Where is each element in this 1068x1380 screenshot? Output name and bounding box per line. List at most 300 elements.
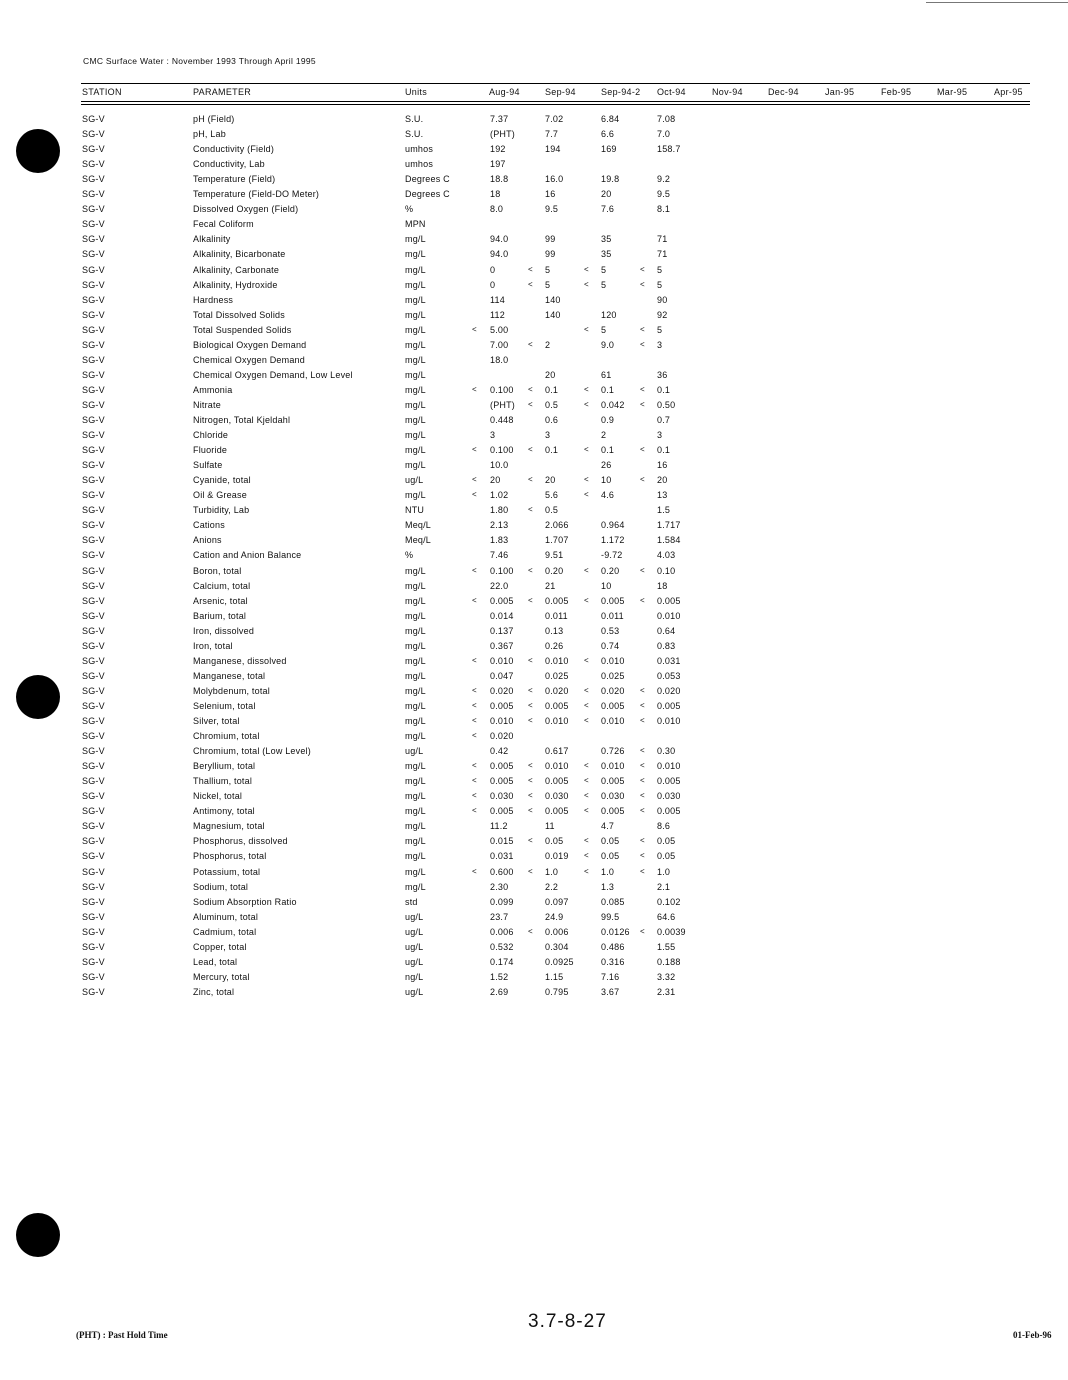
qualifier-sep-94: <	[528, 565, 533, 575]
value-oct-94: 1.717	[657, 520, 681, 531]
value-sep-94: 0.304	[545, 941, 569, 952]
value-oct-94: 0.1	[657, 384, 671, 395]
table-row	[0, 851, 1068, 866]
value-aug-94: 0.020	[490, 731, 514, 742]
value-sep-94-2: 35	[601, 249, 612, 260]
footnote: (PHT) : Past Hold Time	[76, 1330, 168, 1340]
station-cell: SG-V	[82, 986, 105, 997]
table-row	[0, 806, 1068, 821]
qualifier-oct-94: <	[640, 339, 645, 349]
table-row	[0, 942, 1068, 957]
value-aug-94: 0.005	[490, 761, 514, 772]
value-sep-94: 0.1	[545, 445, 559, 456]
value-aug-94: 0.100	[490, 445, 514, 456]
qualifier-sep-94-2: <	[584, 279, 589, 289]
table-row	[0, 430, 1068, 445]
value-sep-94: 0.6	[545, 415, 559, 425]
station-cell: SG-V	[82, 144, 105, 155]
units-cell: mg/L	[405, 565, 426, 576]
station-cell: SG-V	[82, 445, 105, 456]
station-cell: SG-V	[82, 114, 105, 124]
station-cell: SG-V	[82, 129, 105, 140]
units-cell: mg/L	[405, 595, 426, 606]
qualifier-aug-94: <	[472, 716, 477, 725]
header-aug-94: Aug-94	[489, 87, 520, 97]
table-row	[0, 144, 1068, 159]
parameter-cell: Alkalinity, Hydroxide	[193, 279, 278, 290]
parameter-cell: Sodium Absorption Ratio	[193, 896, 297, 907]
parameter-cell: Phosphorus, dissolved	[193, 836, 288, 847]
units-cell: mg/L	[405, 339, 426, 350]
value-oct-94: 20	[657, 475, 668, 486]
value-oct-94: 0.030	[657, 791, 681, 802]
value-sep-94: 0.006	[545, 926, 569, 937]
qualifier-sep-94: <	[528, 279, 533, 289]
value-sep-94-2: 0.020	[601, 685, 625, 696]
value-sep-94-2: 35	[601, 234, 612, 245]
qualifier-oct-94: <	[640, 791, 645, 801]
value-aug-94: 197	[490, 159, 506, 170]
value-aug-94: 192	[490, 144, 506, 155]
parameter-cell: Total Suspended Solids	[193, 324, 292, 335]
table-row	[0, 867, 1068, 882]
value-sep-94: 11	[545, 821, 555, 832]
qualifier-aug-94: <	[472, 761, 477, 771]
value-sep-94-2: 0.005	[601, 776, 625, 787]
value-sep-94: 0.030	[545, 791, 569, 802]
value-aug-94: 1.83	[490, 535, 509, 546]
qualifier-sep-94: <	[528, 791, 533, 801]
qualifier-sep-94: <	[528, 475, 533, 485]
station-cell: SG-V	[82, 369, 105, 380]
qualifier-sep-94: <	[528, 264, 533, 274]
value-aug-94: 0.448	[490, 415, 514, 425]
qualifier-sep-94-2: <	[584, 685, 589, 695]
value-oct-94: 8.1	[657, 204, 671, 215]
station-cell: SG-V	[82, 685, 105, 696]
parameter-cell: Ammonia	[193, 384, 233, 395]
value-sep-94: 99	[545, 249, 556, 260]
parameter-cell: Barium, total	[193, 610, 247, 621]
station-cell: SG-V	[82, 475, 105, 486]
units-cell: S.U.	[405, 114, 424, 124]
table-row	[0, 897, 1068, 912]
table-row	[0, 159, 1068, 174]
report-title: CMC Surface Water : November 1993 Through April 1995	[83, 56, 316, 66]
qualifier-sep-94-2: <	[584, 866, 589, 876]
table-row	[0, 927, 1068, 942]
station-cell: SG-V	[82, 550, 105, 561]
value-oct-94: 0.005	[657, 776, 681, 787]
header-sep-94: Sep-94	[545, 87, 576, 97]
parameter-cell: Magnesium, total	[193, 821, 265, 832]
qualifier-sep-94: <	[528, 926, 533, 936]
value-sep-94-2: 1.172	[601, 535, 625, 546]
value-sep-94-2: 0.005	[601, 700, 625, 711]
table-row	[0, 385, 1068, 400]
units-cell: mg/L	[405, 716, 426, 726]
qualifier-oct-94: <	[640, 565, 645, 575]
parameter-cell: Nickel, total	[193, 791, 243, 802]
value-oct-94: 2.31	[657, 986, 676, 997]
qualifier-sep-94: <	[528, 866, 533, 876]
parameter-cell: Chromium, total	[193, 731, 260, 742]
value-oct-94: 5	[657, 264, 663, 275]
value-oct-94: 9.5	[657, 189, 671, 200]
units-cell: ng/L	[405, 971, 424, 982]
table-row	[0, 355, 1068, 370]
value-aug-94: (PHT)	[490, 399, 515, 410]
table-row	[0, 370, 1068, 385]
value-aug-94: 0.600	[490, 866, 514, 877]
table-row	[0, 611, 1068, 626]
qualifier-aug-94: <	[472, 655, 477, 665]
units-cell: mg/L	[405, 249, 426, 260]
units-cell: Meq/L	[405, 520, 432, 531]
value-aug-94: 0.031	[490, 851, 514, 862]
parameter-cell: Chemical Oxygen Demand, Low Level	[193, 369, 353, 380]
parameter-cell: Aluminum, total	[193, 911, 259, 922]
units-cell: ug/L	[405, 986, 424, 997]
binder-hole-top	[16, 129, 60, 173]
qualifier-sep-94: <	[528, 384, 533, 394]
value-sep-94: 0.025	[545, 670, 569, 681]
value-sep-94: 0.010	[545, 761, 569, 772]
station-cell: SG-V	[82, 174, 105, 185]
station-cell: SG-V	[82, 219, 105, 230]
value-aug-94: 1.02	[490, 490, 509, 501]
parameter-cell: Temperature (Field-DO Meter)	[193, 189, 320, 200]
parameter-cell: Zinc, total	[193, 986, 235, 997]
value-aug-94: 0.010	[490, 716, 514, 726]
value-sep-94-2: 26	[601, 460, 612, 471]
table-row	[0, 234, 1068, 249]
value-sep-94-2: 61	[601, 369, 612, 380]
units-cell: mg/L	[405, 761, 426, 772]
value-sep-94: 20	[545, 369, 556, 380]
table-row	[0, 295, 1068, 310]
value-sep-94-2: 1.3	[601, 881, 615, 892]
parameter-cell: Chloride	[193, 430, 229, 441]
value-sep-94: 0.05	[545, 836, 564, 847]
value-oct-94: 71	[657, 234, 668, 245]
value-aug-94: 94.0	[490, 234, 509, 245]
value-oct-94: 0.0039	[657, 926, 686, 937]
qualifier-sep-94-2: <	[584, 806, 589, 816]
value-sep-94: 0.1	[545, 384, 559, 395]
binder-hole-middle	[16, 675, 60, 719]
station-cell: SG-V	[82, 776, 105, 787]
value-sep-94-2: 0.1	[601, 384, 615, 395]
value-sep-94: 20	[545, 475, 556, 486]
units-cell: std	[405, 896, 418, 907]
units-cell: mg/L	[405, 731, 426, 742]
qualifier-sep-94-2: <	[584, 836, 589, 846]
value-oct-94: 0.05	[657, 851, 676, 862]
table-header	[81, 83, 1030, 102]
qualifier-aug-94: <	[472, 806, 477, 816]
units-cell: mg/L	[405, 399, 426, 410]
value-aug-94: 1.52	[490, 971, 509, 982]
top-edge-rule	[926, 2, 1068, 3]
value-sep-94: 7.02	[545, 114, 564, 124]
qualifier-sep-94-2: <	[584, 851, 589, 861]
units-cell: mg/L	[405, 324, 426, 335]
station-cell: SG-V	[82, 189, 105, 200]
parameter-cell: Molybdenum, total	[193, 685, 270, 696]
value-sep-94-2: 7.6	[601, 204, 615, 215]
value-sep-94: 0.010	[545, 716, 569, 726]
parameter-cell: Calcium, total	[193, 580, 251, 591]
value-aug-94: 0.005	[490, 776, 514, 787]
parameter-cell: Cation and Anion Balance	[193, 550, 302, 561]
qualifier-aug-94: <	[472, 490, 477, 500]
value-sep-94-2: 6.84	[601, 114, 620, 124]
value-oct-94: 64.6	[657, 911, 676, 922]
station-cell: SG-V	[82, 505, 105, 516]
value-aug-94: 0.099	[490, 896, 514, 907]
qualifier-aug-94: <	[472, 866, 477, 876]
header-oct-94: Oct-94	[657, 87, 686, 97]
table-row	[0, 746, 1068, 761]
parameter-cell: Copper, total	[193, 941, 247, 952]
parameter-cell: pH (Field)	[193, 114, 235, 124]
value-oct-94: 0.83	[657, 640, 676, 651]
value-aug-94: 0.005	[490, 700, 514, 711]
value-aug-94: 2.30	[490, 881, 509, 892]
station-cell: SG-V	[82, 761, 105, 772]
units-cell: S.U.	[405, 129, 424, 140]
value-aug-94: 18.0	[490, 354, 509, 365]
parameter-cell: Manganese, dissolved	[193, 655, 287, 666]
qualifier-sep-94: <	[528, 836, 533, 846]
qualifier-sep-94: <	[528, 700, 533, 710]
table-row	[0, 596, 1068, 611]
units-cell: Degrees C	[405, 189, 450, 200]
table-row	[0, 129, 1068, 144]
parameter-cell: Dissolved Oxygen (Field)	[193, 204, 299, 215]
value-oct-94: 5	[657, 279, 663, 290]
value-oct-94: 2.1	[657, 881, 671, 892]
value-oct-94: 16	[657, 460, 668, 471]
qualifier-oct-94: <	[640, 716, 645, 725]
station-cell: SG-V	[82, 956, 105, 967]
table-row	[0, 626, 1068, 641]
value-sep-94: 140	[545, 309, 561, 320]
table-row	[0, 716, 1068, 731]
value-sep-94-2: 10	[601, 475, 612, 486]
value-aug-94: 3	[490, 430, 496, 441]
value-sep-94: 0.13	[545, 625, 564, 636]
value-aug-94: 2.69	[490, 986, 509, 997]
units-cell: mg/L	[405, 655, 426, 666]
value-sep-94: 7.7	[545, 129, 559, 140]
value-sep-94-2: 4.6	[601, 490, 615, 501]
value-oct-94: 0.7	[657, 415, 671, 425]
station-cell: SG-V	[82, 881, 105, 892]
value-sep-94-2: 0.0126	[601, 926, 630, 937]
value-sep-94-2: 0.486	[601, 941, 625, 952]
units-cell: %	[405, 550, 414, 561]
station-cell: SG-V	[82, 746, 105, 757]
units-cell: mg/L	[405, 264, 426, 275]
station-cell: SG-V	[82, 971, 105, 982]
value-sep-94: 0.005	[545, 700, 569, 711]
parameter-cell: Alkalinity	[193, 234, 231, 245]
station-cell: SG-V	[82, 896, 105, 907]
parameter-cell: Nitrogen, Total Kjeldahl	[193, 415, 291, 425]
value-oct-94: 18	[657, 580, 668, 591]
qualifier-aug-94: <	[472, 791, 477, 801]
qualifier-aug-94: <	[472, 565, 477, 575]
header-mar-95: Mar-95	[937, 87, 968, 97]
station-cell: SG-V	[82, 716, 105, 726]
qualifier-oct-94: <	[640, 761, 645, 771]
qualifier-oct-94: <	[640, 776, 645, 786]
parameter-cell: Total Dissolved Solids	[193, 309, 285, 320]
table-row	[0, 671, 1068, 686]
value-oct-94: 1.0	[657, 866, 671, 877]
table-row	[0, 310, 1068, 325]
parameter-cell: Selenium, total	[193, 700, 256, 711]
qualifier-sep-94-2: <	[584, 445, 589, 455]
qualifier-oct-94: <	[640, 475, 645, 485]
qualifier-sep-94-2: <	[584, 655, 589, 665]
value-oct-94: 0.102	[657, 896, 681, 907]
parameter-cell: Lead, total	[193, 956, 238, 967]
value-sep-94: 16.0	[545, 174, 564, 185]
value-aug-94: 0.532	[490, 941, 514, 952]
value-oct-94: 0.64	[657, 625, 676, 636]
station-cell: SG-V	[82, 535, 105, 546]
station-cell: SG-V	[82, 806, 105, 817]
units-cell: ug/L	[405, 941, 424, 952]
qualifier-sep-94: <	[528, 761, 533, 771]
qualifier-sep-94: <	[528, 806, 533, 816]
value-oct-94: 92	[657, 309, 668, 320]
table-row	[0, 325, 1068, 340]
value-oct-94: 0.031	[657, 655, 681, 666]
qualifier-oct-94: <	[640, 264, 645, 274]
qualifier-oct-94: <	[640, 866, 645, 876]
units-cell: mg/L	[405, 685, 426, 696]
qualifier-sep-94-2: <	[584, 399, 589, 409]
value-sep-94-2: 0.011	[601, 610, 624, 621]
units-cell: mg/L	[405, 415, 426, 425]
station-cell: SG-V	[82, 625, 105, 636]
parameter-cell: Turbidity, Lab	[193, 505, 250, 516]
qualifier-aug-94: <	[472, 685, 477, 695]
units-cell: mg/L	[405, 309, 426, 320]
parameter-cell: pH, Lab	[193, 129, 226, 140]
qualifier-sep-94: <	[528, 505, 533, 515]
station-cell: SG-V	[82, 234, 105, 245]
header-parameter: PARAMETER	[193, 87, 252, 97]
value-sep-94-2: 19.8	[601, 174, 620, 185]
qualifier-sep-94-2: <	[584, 776, 589, 786]
value-oct-94: 0.010	[657, 761, 681, 772]
value-oct-94: 71	[657, 249, 668, 260]
value-sep-94: 0.5	[545, 399, 559, 410]
value-sep-94-2: 0.1	[601, 445, 615, 456]
station-cell: SG-V	[82, 700, 105, 711]
station-cell: SG-V	[82, 415, 105, 425]
qualifier-sep-94-2: <	[584, 595, 589, 605]
units-cell: Meq/L	[405, 535, 432, 546]
qualifier-oct-94: <	[640, 851, 645, 861]
qualifier-sep-94-2: <	[584, 791, 589, 801]
value-sep-94-2: 0.010	[601, 761, 625, 772]
table-row	[0, 490, 1068, 505]
station-cell: SG-V	[82, 279, 105, 290]
value-sep-94-2: 0.005	[601, 806, 625, 817]
station-cell: SG-V	[82, 430, 105, 441]
value-sep-94-2: 0.042	[601, 399, 625, 410]
units-cell: mg/L	[405, 460, 426, 471]
station-cell: SG-V	[82, 294, 105, 305]
table-row	[0, 204, 1068, 219]
qualifier-sep-94: <	[528, 685, 533, 695]
print-date: 01-Feb-96	[1013, 1330, 1052, 1340]
value-oct-94: 0.010	[657, 716, 681, 726]
value-sep-94-2: 1.0	[601, 866, 615, 877]
table-row	[0, 189, 1068, 204]
parameter-cell: Fluoride	[193, 445, 228, 456]
value-sep-94: 0.011	[545, 610, 568, 621]
station-cell: SG-V	[82, 580, 105, 591]
station-cell: SG-V	[82, 926, 105, 937]
value-aug-94: 0.005	[490, 595, 514, 606]
qualifier-sep-94-2: <	[584, 565, 589, 575]
value-sep-94: 5	[545, 279, 551, 290]
value-oct-94: 8.6	[657, 821, 671, 832]
table-row	[0, 686, 1068, 701]
value-sep-94-2: 0.74	[601, 640, 620, 651]
value-aug-94: 10.0	[490, 460, 509, 471]
value-sep-94: 0.005	[545, 595, 569, 606]
value-oct-94: 0.010	[657, 610, 681, 621]
units-cell: mg/L	[405, 384, 426, 395]
qualifier-oct-94: <	[640, 324, 645, 334]
value-sep-94-2: 0.726	[601, 746, 625, 757]
value-aug-94: 0.137	[490, 625, 514, 636]
parameter-cell: Silver, total	[193, 716, 240, 726]
table-row	[0, 460, 1068, 475]
value-aug-94: 8.0	[490, 204, 504, 215]
value-sep-94: 1.15	[545, 971, 564, 982]
table-row	[0, 400, 1068, 415]
station-cell: SG-V	[82, 836, 105, 847]
qualifier-sep-94-2: <	[584, 384, 589, 394]
value-sep-94-2: 0.964	[601, 520, 625, 531]
table-row	[0, 912, 1068, 927]
qualifier-aug-94: <	[472, 700, 477, 710]
qualifier-sep-94-2: <	[584, 324, 589, 334]
parameter-cell: Cyanide, total	[193, 475, 251, 486]
units-cell: mg/L	[405, 821, 426, 832]
table-row	[0, 957, 1068, 972]
table-row	[0, 581, 1068, 596]
value-sep-94: 140	[545, 294, 561, 305]
qualifier-sep-94: <	[528, 595, 533, 605]
value-sep-94: 2.2	[545, 881, 559, 892]
table-row	[0, 520, 1068, 535]
header-station: STATION	[82, 87, 122, 97]
units-cell: mg/L	[405, 881, 426, 892]
qualifier-oct-94: <	[640, 384, 645, 394]
qualifier-oct-94: <	[640, 685, 645, 695]
units-cell: mg/L	[405, 279, 426, 290]
